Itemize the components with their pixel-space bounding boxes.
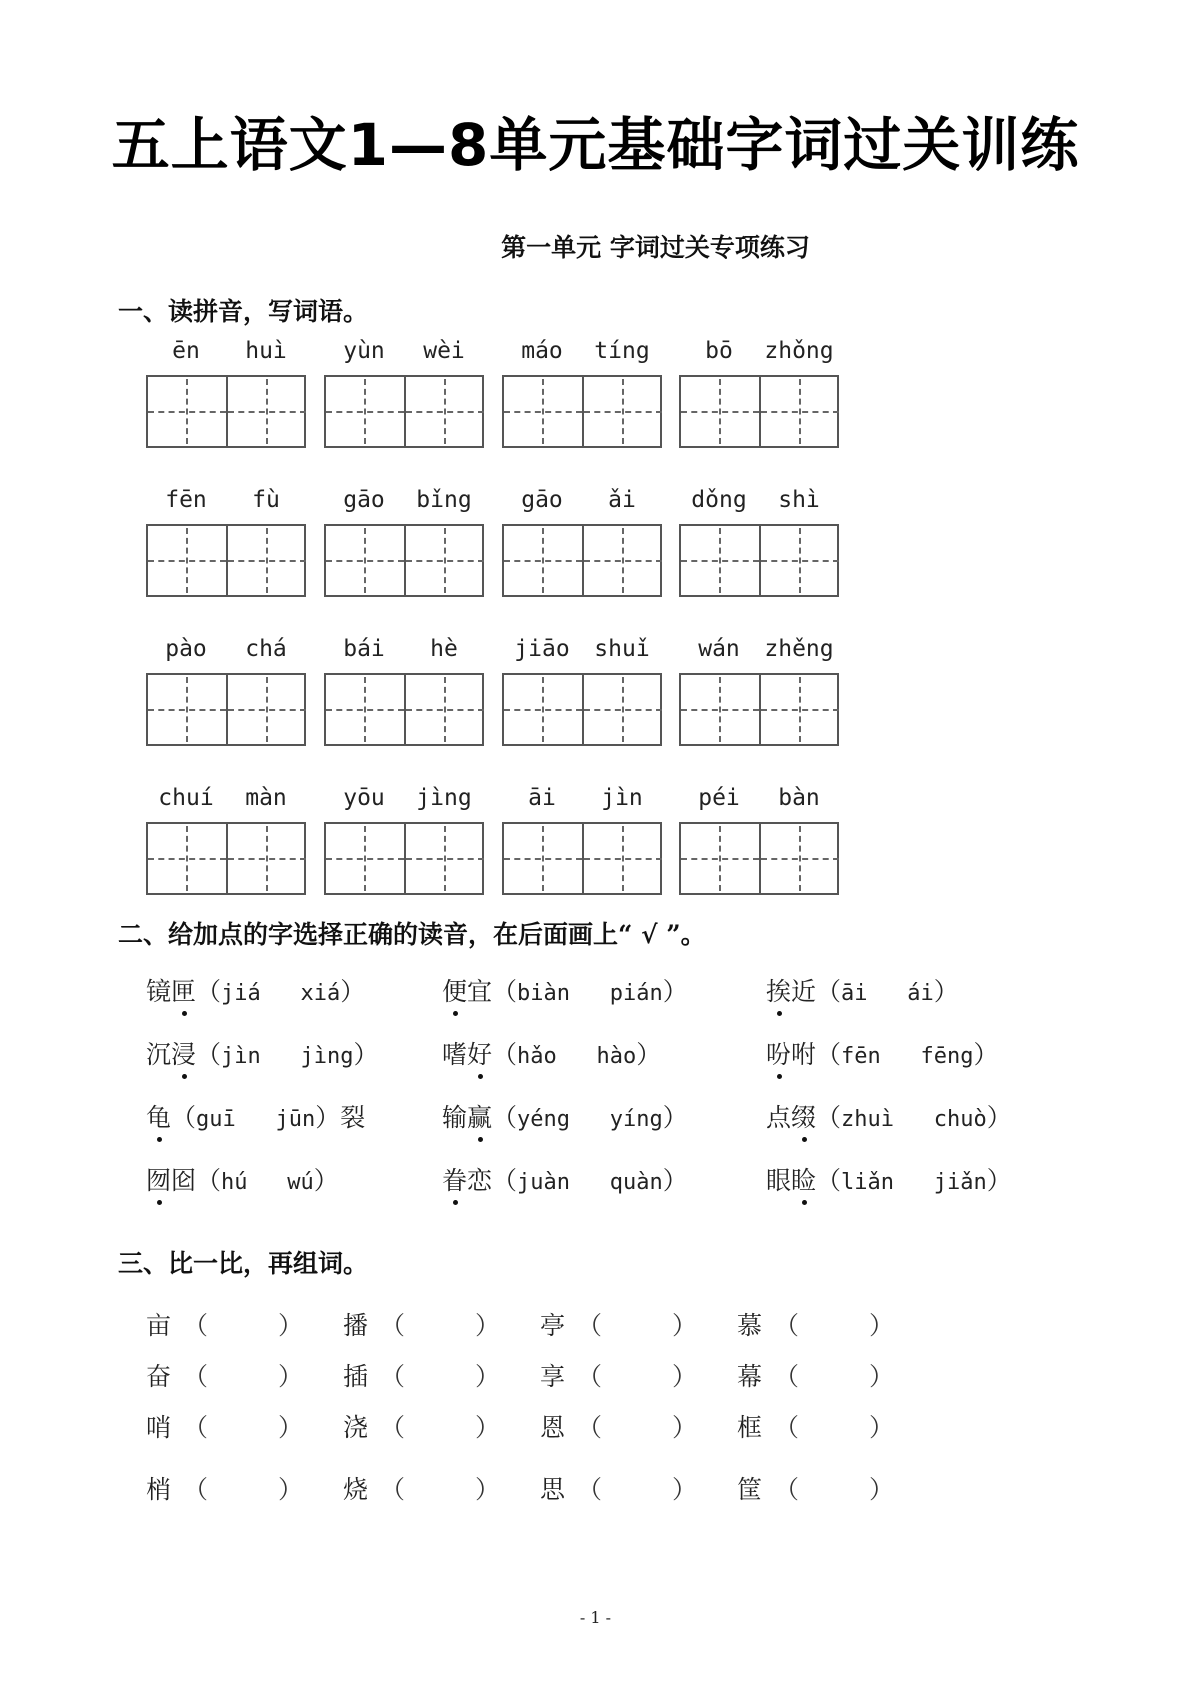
close-paren: ） <box>672 1477 698 1504</box>
pronunciation-item <box>442 1161 688 1197</box>
writing-box[interactable] <box>679 375 839 448</box>
close-paren: ） <box>933 977 959 1006</box>
open-paren: （ <box>774 1364 800 1391</box>
close-paren: ） <box>278 1415 304 1442</box>
tianzige-cell[interactable] <box>504 377 582 446</box>
writing-box[interactable] <box>502 524 662 597</box>
compose-item <box>343 1408 500 1444</box>
pinyin-option[interactable]: jiǎn <box>933 1170 987 1195</box>
tianzige-cell[interactable] <box>326 675 404 744</box>
pinyin-option[interactable]: quàn <box>609 1170 663 1195</box>
guide-line <box>622 379 624 444</box>
pinyin-label: wán <box>698 636 740 662</box>
pinyin-label: shì <box>778 487 820 513</box>
writing-box[interactable] <box>679 673 839 746</box>
guide-line <box>186 826 188 891</box>
spacer <box>868 981 908 1006</box>
tianzige-cell[interactable] <box>582 526 662 595</box>
writing-box[interactable] <box>502 375 662 448</box>
word-char: 输 <box>442 1103 468 1132</box>
guide-line <box>266 677 268 742</box>
writing-box[interactable] <box>679 524 839 597</box>
tianzige-cell[interactable] <box>148 377 226 446</box>
tianzige-cell[interactable] <box>582 377 662 446</box>
guide-line <box>719 677 721 742</box>
compose-item <box>343 1357 500 1393</box>
pinyin-label: máo <box>521 338 563 364</box>
close-paren: ） <box>869 1415 895 1442</box>
spacer <box>894 1170 934 1195</box>
pinyin-option[interactable]: juàn <box>517 1170 571 1195</box>
close-paren: ） <box>672 1364 698 1391</box>
pronunciation-item <box>442 972 688 1008</box>
close-paren: ） <box>278 1477 304 1504</box>
writing-box[interactable] <box>146 673 306 746</box>
compose-item <box>146 1306 303 1342</box>
dotted-char: 便 <box>442 972 467 1008</box>
guide-line <box>542 677 544 742</box>
tianzige-cell[interactable] <box>326 377 404 446</box>
guide-line <box>799 528 801 593</box>
guide-line <box>542 528 544 593</box>
spacer <box>894 1107 934 1132</box>
tianzige-cell[interactable] <box>226 377 306 446</box>
open-paren: （ <box>380 1313 406 1340</box>
pinyin-label: bǐng <box>416 487 472 513</box>
tianzige-cell[interactable] <box>681 526 759 595</box>
spacer <box>881 1044 921 1069</box>
open-paren: （ <box>380 1364 406 1391</box>
dotted-char: 眷 <box>442 1161 467 1197</box>
spacer <box>236 1107 276 1132</box>
pinyin-option[interactable]: hǎo <box>517 1044 557 1069</box>
open-paren: （ <box>196 977 222 1006</box>
tianzige-cell[interactable] <box>582 675 662 744</box>
guide-line <box>719 826 721 891</box>
word-char: 镜 <box>146 977 172 1006</box>
guide-line <box>186 677 188 742</box>
guide-line <box>186 379 188 444</box>
tianzige-cell[interactable] <box>404 675 484 744</box>
close-paren: ） <box>973 1040 999 1069</box>
open-paren: （ <box>577 1313 603 1340</box>
writing-box[interactable] <box>146 375 306 448</box>
tianzige-cell[interactable] <box>759 824 839 893</box>
spacer <box>261 1044 301 1069</box>
tianzige-cell[interactable] <box>148 675 226 744</box>
open-paren: （ <box>196 1040 222 1069</box>
open-paren: （ <box>774 1477 800 1504</box>
pinyin-label: chuí <box>158 785 214 811</box>
pinyin-label: jiāo <box>514 636 570 662</box>
base-char: 慕 <box>737 1311 763 1340</box>
word-char: 恋 <box>467 1166 493 1195</box>
pinyin-label: jìn <box>601 785 643 811</box>
compose-item <box>146 1408 303 1444</box>
guide-line <box>719 528 721 593</box>
close-paren: ） <box>869 1364 895 1391</box>
close-paren: ） <box>672 1415 698 1442</box>
base-char: 奋 <box>146 1362 172 1391</box>
guide-line <box>364 826 366 891</box>
pinyin-option[interactable]: jìng <box>300 1044 354 1069</box>
word-char: 点 <box>766 1103 792 1132</box>
tianzige-cell[interactable] <box>504 526 582 595</box>
dotted-char: 龟 <box>146 1098 171 1134</box>
spacer <box>261 981 301 1006</box>
pinyin-label: fù <box>252 487 280 513</box>
pinyin-label: péi <box>698 785 740 811</box>
close-paren: ） <box>475 1313 501 1340</box>
document-title: 五上语文1—8单元基础字词过关训练 <box>111 111 1080 179</box>
guide-line <box>444 826 446 891</box>
guide-line <box>622 528 624 593</box>
pinyin-label: fēn <box>165 487 207 513</box>
close-paren: ） <box>662 1166 688 1195</box>
close-paren: ） <box>986 1166 1012 1195</box>
dotted-char: 浸 <box>171 1035 196 1071</box>
writing-box[interactable] <box>146 524 306 597</box>
spacer <box>570 1107 610 1132</box>
word-char: 咐 <box>791 1040 817 1069</box>
close-paren: ） <box>278 1364 304 1391</box>
pinyin-option[interactable]: fēn <box>841 1044 881 1069</box>
open-paren: （ <box>183 1415 209 1442</box>
compose-item <box>146 1357 303 1393</box>
pinyin-label: ǎi <box>608 487 636 513</box>
word-char: 裂 <box>340 1103 366 1132</box>
open-paren: （ <box>816 1040 842 1069</box>
tianzige-cell[interactable] <box>681 675 759 744</box>
pinyin-label: zhǒng <box>764 338 834 364</box>
pronunciation-item <box>146 1098 365 1134</box>
compose-item <box>737 1408 894 1444</box>
dotted-char: 好 <box>467 1035 492 1071</box>
open-paren: （ <box>183 1477 209 1504</box>
guide-line <box>444 677 446 742</box>
tianzige-cell[interactable] <box>759 526 839 595</box>
open-paren: （ <box>816 977 842 1006</box>
writing-box[interactable] <box>502 822 662 895</box>
writing-box[interactable] <box>502 673 662 746</box>
compose-item <box>343 1470 500 1506</box>
base-char: 思 <box>540 1475 566 1504</box>
close-paren: ） <box>313 1166 339 1195</box>
compose-item <box>540 1357 697 1393</box>
tianzige-cell[interactable] <box>681 824 759 893</box>
pronunciation-item <box>146 1035 379 1071</box>
pinyin-option[interactable]: yéng <box>517 1107 571 1132</box>
guide-line <box>622 826 624 891</box>
guide-line <box>364 677 366 742</box>
tianzige-cell[interactable] <box>582 824 662 893</box>
compose-item <box>540 1306 697 1342</box>
pinyin-option[interactable]: zhuì <box>841 1107 895 1132</box>
writing-box[interactable] <box>324 524 484 597</box>
pinyin-label: gāo <box>343 487 385 513</box>
pinyin-option[interactable]: chuò <box>933 1107 987 1132</box>
pinyin-option[interactable]: hào <box>596 1044 637 1069</box>
tianzige-cell[interactable] <box>404 526 484 595</box>
pinyin-label: chá <box>245 636 287 662</box>
writing-box[interactable] <box>146 822 306 895</box>
open-paren: （ <box>816 1166 842 1195</box>
base-char: 播 <box>343 1311 369 1340</box>
tianzige-cell[interactable] <box>226 526 306 595</box>
tianzige-cell[interactable] <box>404 824 484 893</box>
pinyin-label: gāo <box>521 487 563 513</box>
open-paren: （ <box>774 1415 800 1442</box>
pinyin-label: bàn <box>778 785 820 811</box>
pronunciation-item <box>766 1035 999 1071</box>
pinyin-option[interactable]: xiá <box>300 981 341 1006</box>
guide-line <box>542 826 544 891</box>
writing-box[interactable] <box>679 822 839 895</box>
page-number: - 1 - <box>579 1608 612 1627</box>
close-paren: ） <box>340 977 366 1006</box>
pinyin-label: yùn <box>343 338 385 364</box>
pinyin-label: zhěng <box>764 636 834 662</box>
writing-box[interactable] <box>324 673 484 746</box>
pinyin-label: pào <box>165 636 207 662</box>
section1-heading: 一、读拼音，写词语。 <box>118 297 369 326</box>
close-paren: ） <box>869 1477 895 1504</box>
close-paren: ） <box>315 1103 341 1132</box>
tianzige-cell[interactable] <box>148 824 226 893</box>
spacer <box>557 1044 597 1069</box>
pinyin-option[interactable]: liǎn <box>841 1170 895 1195</box>
open-paren: （ <box>183 1364 209 1391</box>
base-char: 亩 <box>146 1311 172 1340</box>
dotted-char: 睑 <box>791 1161 816 1197</box>
pronunciation-item <box>442 1098 688 1134</box>
compose-item <box>737 1470 894 1506</box>
open-paren: （ <box>492 1040 518 1069</box>
word-char: 囵 <box>171 1166 197 1195</box>
dotted-char: 缀 <box>791 1098 816 1134</box>
tianzige-cell[interactable] <box>759 675 839 744</box>
dotted-char: 匣 <box>171 972 196 1008</box>
close-paren: ） <box>662 977 688 1006</box>
dotted-char: 囫 <box>146 1161 171 1197</box>
open-paren: （ <box>577 1364 603 1391</box>
guide-line <box>266 528 268 593</box>
spacer <box>248 1170 288 1195</box>
open-paren: （ <box>183 1313 209 1340</box>
open-paren: （ <box>171 1103 197 1132</box>
pinyin-option[interactable]: wú <box>287 1170 314 1195</box>
base-char: 亭 <box>540 1311 566 1340</box>
pronunciation-item <box>766 1161 1012 1197</box>
pinyin-option[interactable]: yíng <box>609 1107 663 1132</box>
writing-box[interactable] <box>324 375 484 448</box>
guide-line <box>364 379 366 444</box>
pronunciation-item <box>766 1098 1012 1134</box>
spacer <box>570 981 610 1006</box>
pronunciation-item <box>442 1035 661 1071</box>
open-paren: （ <box>492 1166 518 1195</box>
compose-item <box>737 1357 894 1393</box>
guide-line <box>186 528 188 593</box>
open-paren: （ <box>774 1313 800 1340</box>
open-paren: （ <box>380 1415 406 1442</box>
guide-line <box>444 528 446 593</box>
guide-line <box>799 677 801 742</box>
guide-line <box>266 826 268 891</box>
close-paren: ） <box>353 1040 379 1069</box>
tianzige-cell[interactable] <box>326 824 404 893</box>
close-paren: ） <box>672 1313 698 1340</box>
section2-heading: 二、给加点的字选择正确的读音，在后面画上“ √ ”。 <box>118 920 706 949</box>
close-paren: ） <box>278 1313 304 1340</box>
base-char: 插 <box>343 1362 369 1391</box>
base-char: 梢 <box>146 1475 172 1504</box>
close-paren: ） <box>662 1103 688 1132</box>
open-paren: （ <box>577 1415 603 1442</box>
pinyin-option[interactable]: guī <box>196 1107 236 1132</box>
close-paren: ） <box>475 1415 501 1442</box>
open-paren: （ <box>196 1166 222 1195</box>
tianzige-cell[interactable] <box>504 675 582 744</box>
pinyin-label: wèi <box>423 338 465 364</box>
base-char: 筐 <box>737 1475 763 1504</box>
unit-title: 第一单元 字词过关专项练习 <box>501 233 810 262</box>
pinyin-label: ēn <box>172 338 200 364</box>
base-char: 幕 <box>737 1362 763 1391</box>
close-paren: ） <box>475 1364 501 1391</box>
compose-item <box>540 1408 697 1444</box>
word-char: 近 <box>791 977 817 1006</box>
section3-heading: 三、比一比，再组词。 <box>118 1249 369 1278</box>
guide-line <box>719 379 721 444</box>
open-paren: （ <box>492 1103 518 1132</box>
pronunciation-item <box>146 1161 339 1197</box>
dotted-char: 挨 <box>766 972 791 1008</box>
base-char: 烧 <box>343 1475 369 1504</box>
compose-item <box>343 1306 500 1342</box>
word-char: 沉 <box>146 1040 172 1069</box>
pinyin-label: bō <box>705 338 733 364</box>
tianzige-cell[interactable] <box>681 377 759 446</box>
pronunciation-item <box>766 972 959 1008</box>
pinyin-option[interactable]: jìn <box>221 1044 261 1069</box>
base-char: 浇 <box>343 1413 369 1442</box>
guide-line <box>542 379 544 444</box>
word-char: 嗜 <box>442 1040 468 1069</box>
base-char: 框 <box>737 1413 763 1442</box>
base-char: 恩 <box>540 1413 566 1442</box>
tianzige-cell[interactable] <box>504 824 582 893</box>
pinyin-label: huì <box>245 338 287 364</box>
pinyin-option[interactable]: hú <box>221 1170 248 1195</box>
open-paren: （ <box>816 1103 842 1132</box>
guide-line <box>444 379 446 444</box>
word-char: 眼 <box>766 1166 792 1195</box>
guide-line <box>799 379 801 444</box>
pinyin-label: yōu <box>343 785 385 811</box>
close-paren: ） <box>636 1040 662 1069</box>
pinyin-option[interactable]: āi <box>841 981 868 1006</box>
pinyin-label: shuǐ <box>594 636 650 662</box>
tianzige-cell[interactable] <box>226 824 306 893</box>
tianzige-cell[interactable] <box>148 526 226 595</box>
word-char: 宜 <box>467 977 493 1006</box>
pinyin-label: bái <box>343 636 385 662</box>
close-paren: ） <box>475 1477 501 1504</box>
dotted-char: 赢 <box>467 1098 492 1134</box>
compose-item <box>540 1470 697 1506</box>
open-paren: （ <box>577 1477 603 1504</box>
tianzige-cell[interactable] <box>326 526 404 595</box>
dotted-char: 吩 <box>766 1035 791 1071</box>
pinyin-label: tíng <box>594 338 650 364</box>
pinyin-label: hè <box>430 636 458 662</box>
guide-line <box>266 379 268 444</box>
guide-line <box>799 826 801 891</box>
writing-box[interactable] <box>324 822 484 895</box>
open-paren: （ <box>380 1477 406 1504</box>
tianzige-cell[interactable] <box>759 377 839 446</box>
pinyin-label: dǒng <box>691 487 747 513</box>
tianzige-cell[interactable] <box>226 675 306 744</box>
guide-line <box>364 528 366 593</box>
guide-line <box>622 677 624 742</box>
pinyin-label: jìng <box>416 785 472 811</box>
pinyin-label: màn <box>245 785 287 811</box>
pinyin-option[interactable]: biàn <box>517 981 571 1006</box>
pronunciation-item <box>146 972 365 1008</box>
spacer <box>570 1170 610 1195</box>
tianzige-cell[interactable] <box>404 377 484 446</box>
pinyin-option[interactable]: ái <box>907 981 934 1006</box>
close-paren: ） <box>986 1103 1012 1132</box>
compose-item <box>146 1470 303 1506</box>
base-char: 享 <box>540 1362 566 1391</box>
pinyin-option[interactable]: pián <box>609 981 663 1006</box>
open-paren: （ <box>492 977 518 1006</box>
pinyin-option[interactable]: fēng <box>920 1044 974 1069</box>
pinyin-label: āi <box>528 785 556 811</box>
pinyin-option[interactable]: jūn <box>275 1107 316 1132</box>
close-paren: ） <box>869 1313 895 1340</box>
pinyin-option[interactable]: jiá <box>221 981 261 1006</box>
base-char: 哨 <box>146 1413 172 1442</box>
compose-item <box>737 1306 894 1342</box>
